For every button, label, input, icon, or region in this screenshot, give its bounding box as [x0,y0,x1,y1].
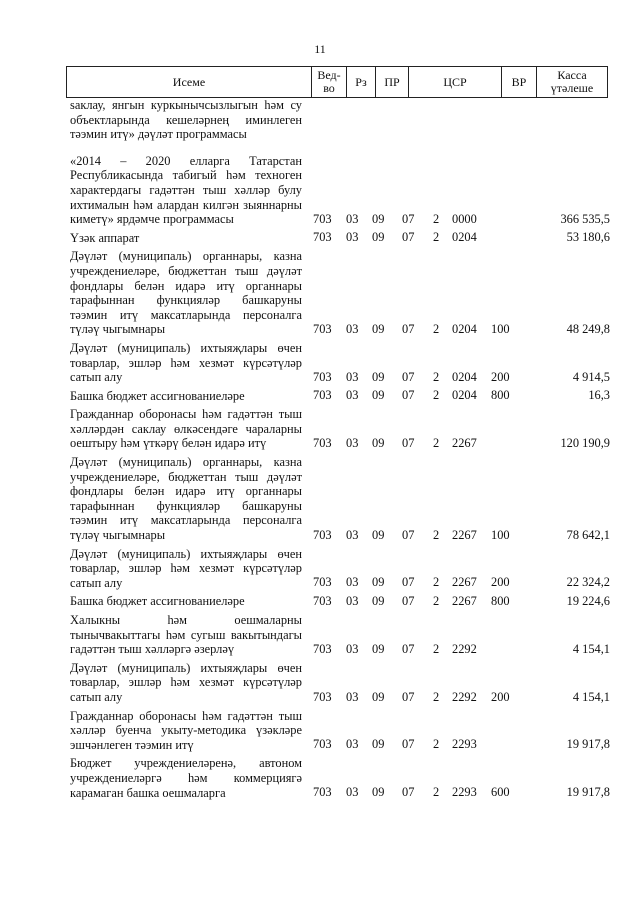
header-name: Исеме [67,67,312,98]
cell-amount: 19 224,6 [566,594,610,608]
cell-csr-part1: 07 [402,388,415,403]
table-row [70,154,610,227]
cell-rz: 03 [346,737,359,752]
cell-csr-part2: 2 [433,436,440,451]
cell-csr-part1: 07 [402,689,415,704]
cell-csr-part3: 2292 [452,641,477,656]
cell-vr: 800 [491,594,510,608]
cell-vr: 600 [491,785,510,800]
cell-pr: 09 [372,785,385,800]
cell-csr-part2: 2 [433,594,440,608]
cell-csr-part1: 07 [402,737,415,752]
table-row [70,455,610,543]
cell-ved: 703 [313,737,332,752]
cell-csr-part3: 2292 [452,689,477,704]
cell-amount: 4 914,5 [572,369,610,384]
row-name: Гражданнар оборонасы һәм гадәттән тыш хәлләр буенча укыту-методика үзәкләре эшчәнлеген тәэмин итү [70,708,302,752]
cell-vr: 200 [491,575,510,590]
cell-csr-part1: 07 [402,641,415,656]
table-row [70,756,610,800]
cell-csr-part3: 2267 [452,575,477,590]
cell-csr-part2: 2 [433,689,440,704]
cell-csr-part3: 0204 [452,388,477,403]
cell-vr: 200 [491,369,510,384]
cell-csr-part3: 2293 [452,737,477,752]
cell-pr: 09 [372,527,385,542]
cell-ved: 703 [313,211,332,226]
cell-rz: 03 [346,369,359,384]
row-name: «2014 – 2020 елларга Татарстан Республикасында табигый һәм техноген характердагы гадәттән тыш хәлләр булу ихтималын һәм алардан килгән зыяннарны киметү» ярдәмче программасы [70,153,302,227]
cell-ved: 703 [313,594,332,608]
cell-csr-part1: 07 [402,527,415,542]
row-name: Дәүләт (муниципаль) органнары, казна учреждениеләре, бюджеттан тыш дәүләт фондлары белән идарә итү органнары тарафыннан функцияләр башкаруны тәэмин итү максатларында персоналга түләү чыгымнары [70,249,302,337]
cell-amount: 53 180,6 [566,230,610,245]
cell-csr-part1: 07 [402,230,415,245]
cell-csr-part3: 0204 [452,230,477,245]
table-row [70,407,610,451]
cell-pr: 09 [372,689,385,704]
table-row [70,231,610,246]
cell-csr-part1: 07 [402,369,415,384]
cell-csr-part1: 07 [402,211,415,226]
cell-csr-part2: 2 [433,369,440,384]
cell-amount: 48 249,8 [566,321,610,336]
table-row [70,709,610,753]
cell-csr-part2: 2 [433,785,440,800]
header-csr: ЦСР [409,67,502,98]
header-amount: Касса үтәлеше [537,67,608,98]
cell-pr: 09 [372,436,385,451]
cell-csr-part1: 07 [402,594,415,608]
page-number: 11 [314,42,326,56]
row-name: saклау, янгын куркынычсызлыгын һәм су объектларында кешеләрнең иминлеген тәэмин итү» дәүләт программасы [70,98,302,142]
cell-amount: 16,3 [588,388,610,403]
cell-vr: 100 [491,527,510,542]
table-row [70,341,610,385]
cell-rz: 03 [346,211,359,226]
row-name: Дәүләт (муниципаль) ихтыяҗлары өчен товарлар, эшләр һәм хезмәт күрсәтүләр сатып алу [70,660,302,704]
row-name: Башка бюджет ассигнованиеләре [70,594,245,609]
row-name: Үзәк аппарат [70,230,140,245]
cell-csr-part1: 07 [402,785,415,800]
cell-csr-part1: 07 [402,436,415,451]
row-name: Гражданнар оборонасы һәм гадәттән тыш хәлләрдән саклау өлкәсендәге чараларны оештыру һәм үткәрү белән идарә итү [70,407,302,451]
cell-rz: 03 [346,785,359,800]
cell-amount: 4 154,1 [572,641,610,656]
cell-amount: 78 642,1 [566,527,610,542]
table-row [70,661,610,705]
cell-rz: 03 [346,575,359,590]
cell-pr: 09 [372,388,385,403]
cell-amount: 22 324,2 [566,575,610,590]
header-ved: Вед-во [312,67,347,98]
cell-ved: 703 [313,527,332,542]
cell-pr: 09 [372,641,385,656]
cell-pr: 09 [372,211,385,226]
cell-csr-part3: 2293 [452,785,477,800]
cell-ved: 703 [313,321,332,336]
cell-pr: 09 [372,594,385,608]
row-name: Дәүләт (муниципаль) ихтыяҗлары өчен товарлар, эшләр һәм хезмәт күрсәтүләр сатып алу [70,340,302,385]
cell-amount: 366 535,5 [560,211,610,226]
cell-pr: 09 [372,737,385,752]
cell-csr-part1: 07 [402,575,415,590]
cell-rz: 03 [346,230,359,245]
cell-amount: 19 917,8 [566,785,610,800]
table-body [70,98,610,804]
cell-vr: 200 [491,689,510,704]
cell-rz: 03 [346,689,359,704]
cell-csr-part3: 2267 [452,436,477,451]
table-row [70,98,610,142]
cell-csr-part2: 2 [433,575,440,590]
cell-pr: 09 [372,230,385,245]
cell-rz: 03 [346,388,359,403]
header-vr: ВР [502,67,537,98]
cell-ved: 703 [313,388,332,403]
cell-ved: 703 [313,230,332,245]
cell-pr: 09 [372,369,385,384]
cell-csr-part3: 0204 [452,321,477,336]
table-row [70,249,610,337]
cell-csr-part3: 0000 [452,211,477,226]
cell-pr: 09 [372,321,385,336]
cell-ved: 703 [313,641,332,656]
cell-csr-part2: 2 [433,230,440,245]
cell-csr-part2: 2 [433,321,440,336]
cell-csr-part2: 2 [433,641,440,656]
cell-csr-part3: 0204 [452,369,477,384]
table-row [70,389,610,404]
cell-csr-part3: 2267 [452,594,477,608]
row-name: Бюджет учреждениеләренә, автоном учреждениеләргә һәм коммерциягә карамаган башка оешмаларга [70,756,302,800]
cell-ved: 703 [313,436,332,451]
cell-ved: 703 [313,689,332,704]
table-row [70,613,610,657]
cell-csr-part1: 07 [402,321,415,336]
cell-csr-part2: 2 [433,527,440,542]
cell-rz: 03 [346,436,359,451]
cell-rz: 03 [346,527,359,542]
cell-csr-part3: 2267 [452,527,477,542]
cell-ved: 703 [313,785,332,800]
cell-amount: 120 190,9 [560,436,610,451]
row-name: Халыкны һәм оешмаларны тынычвакыттагы һәм сугыш вакытындагы гадәттән тыш хәлләргә әзерләү [70,613,302,657]
header-rz: Рз [347,67,376,98]
cell-rz: 03 [346,321,359,336]
cell-csr-part2: 2 [433,211,440,226]
cell-rz: 03 [346,594,359,608]
table-header [66,66,608,98]
row-name: Дәүләт (муниципаль) органнары, казна учреждениеләре, бюджеттан тыш дәүләт фондлары белән идарә итү органнары тарафыннан функцияләр башкаруны тәэмин итү максатларында персоналга түләү чыгымнары [70,455,302,543]
cell-amount: 19 917,8 [566,737,610,752]
cell-vr: 800 [491,388,510,403]
cell-rz: 03 [346,641,359,656]
cell-csr-part2: 2 [433,737,440,752]
row-name: Дәүләт (муниципаль) ихтыяҗлары өчен товарлар, эшләр һәм хезмәт күрсәтүләр сатып алу [70,546,302,590]
header-pr: ПР [376,67,409,98]
cell-ved: 703 [313,575,332,590]
cell-csr-part2: 2 [433,388,440,403]
table-row [70,594,610,609]
cell-ved: 703 [313,369,332,384]
row-name: Башка бюджет ассигнованиеләре [70,388,245,403]
table-row [70,547,610,591]
cell-vr: 100 [491,321,510,336]
cell-pr: 09 [372,575,385,590]
cell-amount: 4 154,1 [572,689,610,704]
